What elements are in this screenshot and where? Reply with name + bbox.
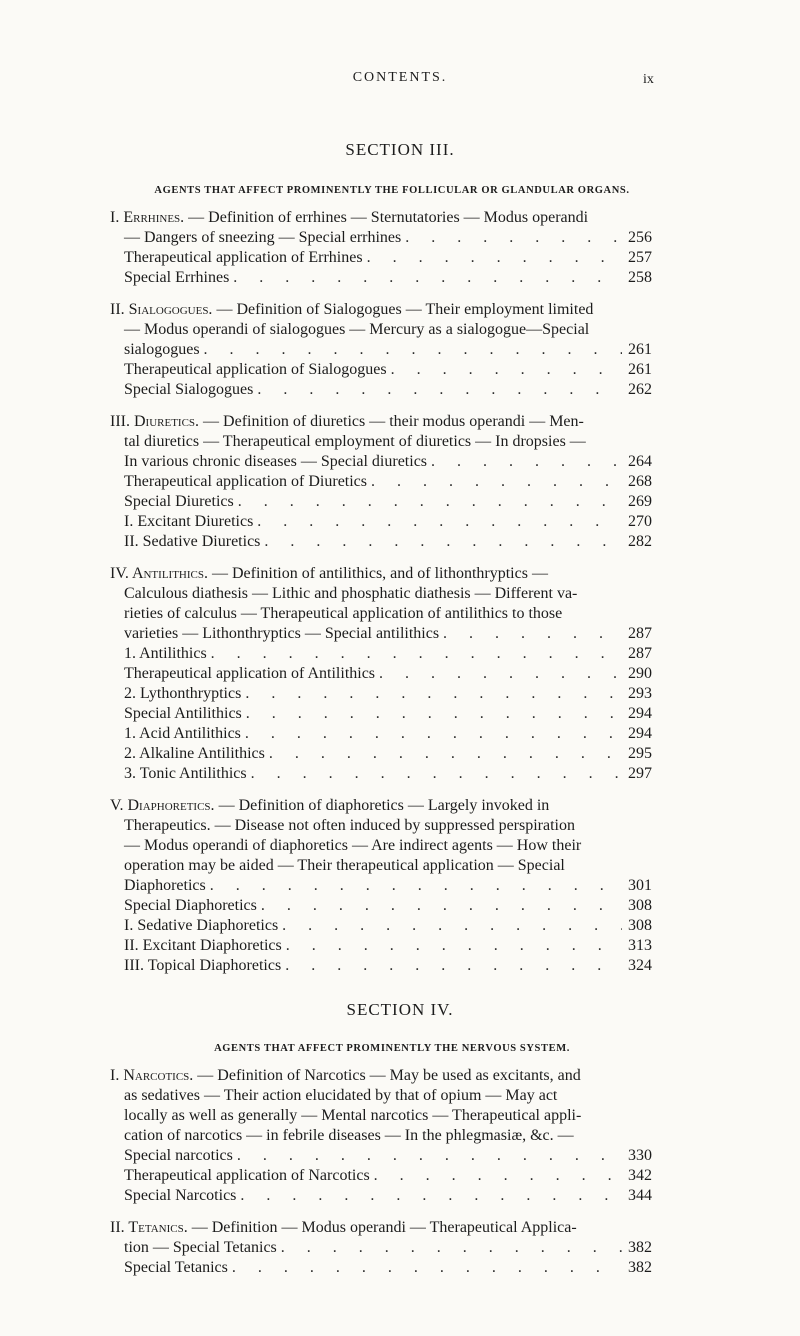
section-3-subtitle: AGENTS THAT AFFECT PROMINENTLY THE FOLLICULAR OR GLANDULAR ORGANS. [154,185,630,196]
errhines-entry-line-1: I. Errhines. — Definition of errhines — Sternutatories — Modus operandi [110,209,589,226]
toc-entry: Special Sialogogues . . . 262 [124,380,652,400]
page-number: ix [643,72,654,87]
section-4-title: SECTION IV. [346,1000,454,1019]
toc-entry: Therapeutical application of Errhines . . . 257 [124,248,652,268]
toc-entry: III. Topical Diaphoretics . . . 324 [124,956,652,976]
narcotics-entry-line-1: I. Narcotics. — Definition of Narcotics — May be used as excitants, and [110,1067,581,1084]
antilithics-entry-line-2: Calculous diathesis — Lithic and phosphatic diathesis — Different va- [124,585,578,602]
toc-entry: sialogogues . . . 261 [124,340,652,360]
page-ref: 268 [628,473,652,490]
diaphoretics-entry-line-2: Therapeutics. — Disease not often induced by suppressed perspiration [124,817,575,834]
toc-entry: 1. Acid Antilithics . . . 294 [124,724,652,744]
toc-entry: Special Narcotics . . . 344 [124,1186,652,1206]
page-ref: 382 [628,1259,652,1276]
errhines-entry-line-2: — Dangers of sneezing — Special errhines . . . 256 [124,228,652,248]
tetanics-entry-line-1: II. Tetanics. — Definition — Modus operandi — Therapeutical Applica- [110,1219,577,1236]
page-ref: 342 [628,1167,652,1184]
page-ref: 324 [628,957,652,974]
toc-entry: 3. Tonic Antilithics . . . 297 [124,764,652,784]
diuretics-heading: III. Diuretics. [110,413,200,430]
antilithics-entry-line-1: IV. Antilithics. — Definition of antilithics, and of lithonthryptics — [110,565,548,582]
errhines-heading: I. Errhines. [110,209,185,226]
narcotics-heading: I. Narcotics. [110,1067,194,1084]
page-ref: 308 [628,897,652,914]
page-ref: 264 [628,453,652,470]
diaphoretics-heading: V. Diaphoretics. [110,797,215,814]
toc-entry: II. Sedative Diuretics . . . 282 [124,532,652,552]
diaphoretics-entry-line-4: operation may be aided — Their therapeutical application — Special [124,857,565,874]
page-ref: 382 [628,1239,652,1256]
toc-entry: varieties — Lithonthryptics — Special antilithics . . . 287 [124,624,652,644]
page-ref: 294 [628,705,652,722]
antilithics-entry-line-3: rieties of calculus — Therapeutical application of antilithics to those [124,605,563,622]
page-ref: 261 [628,341,652,358]
toc-entry: In various chronic diseases — Special diuretics . . . 264 [124,452,652,472]
page-ref: 269 [628,493,652,510]
page-ref: 344 [628,1187,652,1204]
diaphoretics-entry-line-3: — Modus operandi of diaphoretics — Are indirect agents — How their [124,837,582,854]
page-ref: 295 [628,745,652,762]
page-ref: 313 [628,937,652,954]
toc-entry: Therapeutical application of Sialogogues . . . 261 [124,360,652,380]
narcotics-entry-line-4: cation of narcotics — in febrile diseases — In the phlegmasiæ, &c. — [124,1127,574,1144]
toc-entry: Special Diaphoretics . . . 308 [124,896,652,916]
page-ref: 287 [628,645,652,662]
toc-entry: Therapeutical application of Diuretics . . . 268 [124,472,652,492]
section-4-subtitle: AGENTS THAT AFFECT PROMINENTLY THE NERVOUS SYSTEM. [214,1043,570,1054]
toc-entry: Special Tetanics . . . 382 [124,1258,652,1278]
section-3-title: SECTION III. [345,140,455,159]
page-ref: 301 [628,877,652,894]
page-ref: 293 [628,685,652,702]
diaphoretics-entry-line-1: V. Diaphoretics. — Definition of diaphoretics — Largely invoked in [110,797,550,814]
toc-entry: Diaphoretics . . . 301 [124,876,652,896]
toc-entry: tion — Special Tetanics . . . 382 [124,1238,652,1258]
page-ref: 330 [628,1147,652,1164]
narcotics-entry-line-3: locally as well as generally — Mental narcotics — Therapeutical appli- [124,1107,582,1124]
toc-entry: Special Errhines . . . 258 [124,268,652,288]
toc-entry: Special narcotics . . . 330 [124,1146,652,1166]
diuretics-entry-line-2: tal diuretics — Therapeutical employment of diuretics — In dropsies — [124,433,586,450]
sialogogues-heading: II. Sialogogues. [110,301,213,318]
toc-entry: Therapeutical application of Narcotics . . . 342 [124,1166,652,1186]
page-ref: 282 [628,533,652,550]
diuretics-entry-line-1: III. Diuretics. — Definition of diuretics — their modus operandi — Men- [110,413,584,430]
toc-entry: I. Excitant Diuretics . . . 270 [124,512,652,532]
page-ref: 287 [628,625,652,642]
toc-entry: Special Antilithics . . . 294 [124,704,652,724]
page-ref: 262 [628,381,652,398]
tetanics-heading: II. Tetanics. [110,1219,188,1236]
page-ref: 261 [628,361,652,378]
page-ref: 270 [628,513,652,530]
toc-entry: 2. Alkaline Antilithics . . . 295 [124,744,652,764]
page-ref: 257 [628,249,652,266]
running-head: CONTENTS. [352,70,448,85]
antilithics-heading: IV. Antilithics. [110,565,208,582]
sialogogues-entry-line-2: — Modus operandi of sialogogues — Mercury as a sialogogue—Special [124,321,590,338]
page-ref: 256 [628,229,652,246]
toc-entry: 2. Lythonthryptics . . . 293 [124,684,652,704]
toc-entry: Therapeutical application of Antilithics . . . 290 [124,664,652,684]
page-ref: 294 [628,725,652,742]
page-ref: 308 [628,917,652,934]
page-ref: 258 [628,269,652,286]
toc-entry: 1. Antilithics . . . 287 [124,644,652,664]
narcotics-entry-line-2: as sedatives — Their action elucidated by that of opium — May act [124,1087,558,1104]
toc-entry: I. Sedative Diaphoretics . . . 308 [124,916,652,936]
page-ref: 290 [628,665,652,682]
sialogogues-entry-line-1: II. Sialogogues. — Definition of Sialogogues — Their employment limited [110,301,594,318]
page-ref: 297 [628,765,652,782]
toc-entry: II. Excitant Diaphoretics . . . 313 [124,936,652,956]
toc-entry: Special Diuretics . . . 269 [124,492,652,512]
